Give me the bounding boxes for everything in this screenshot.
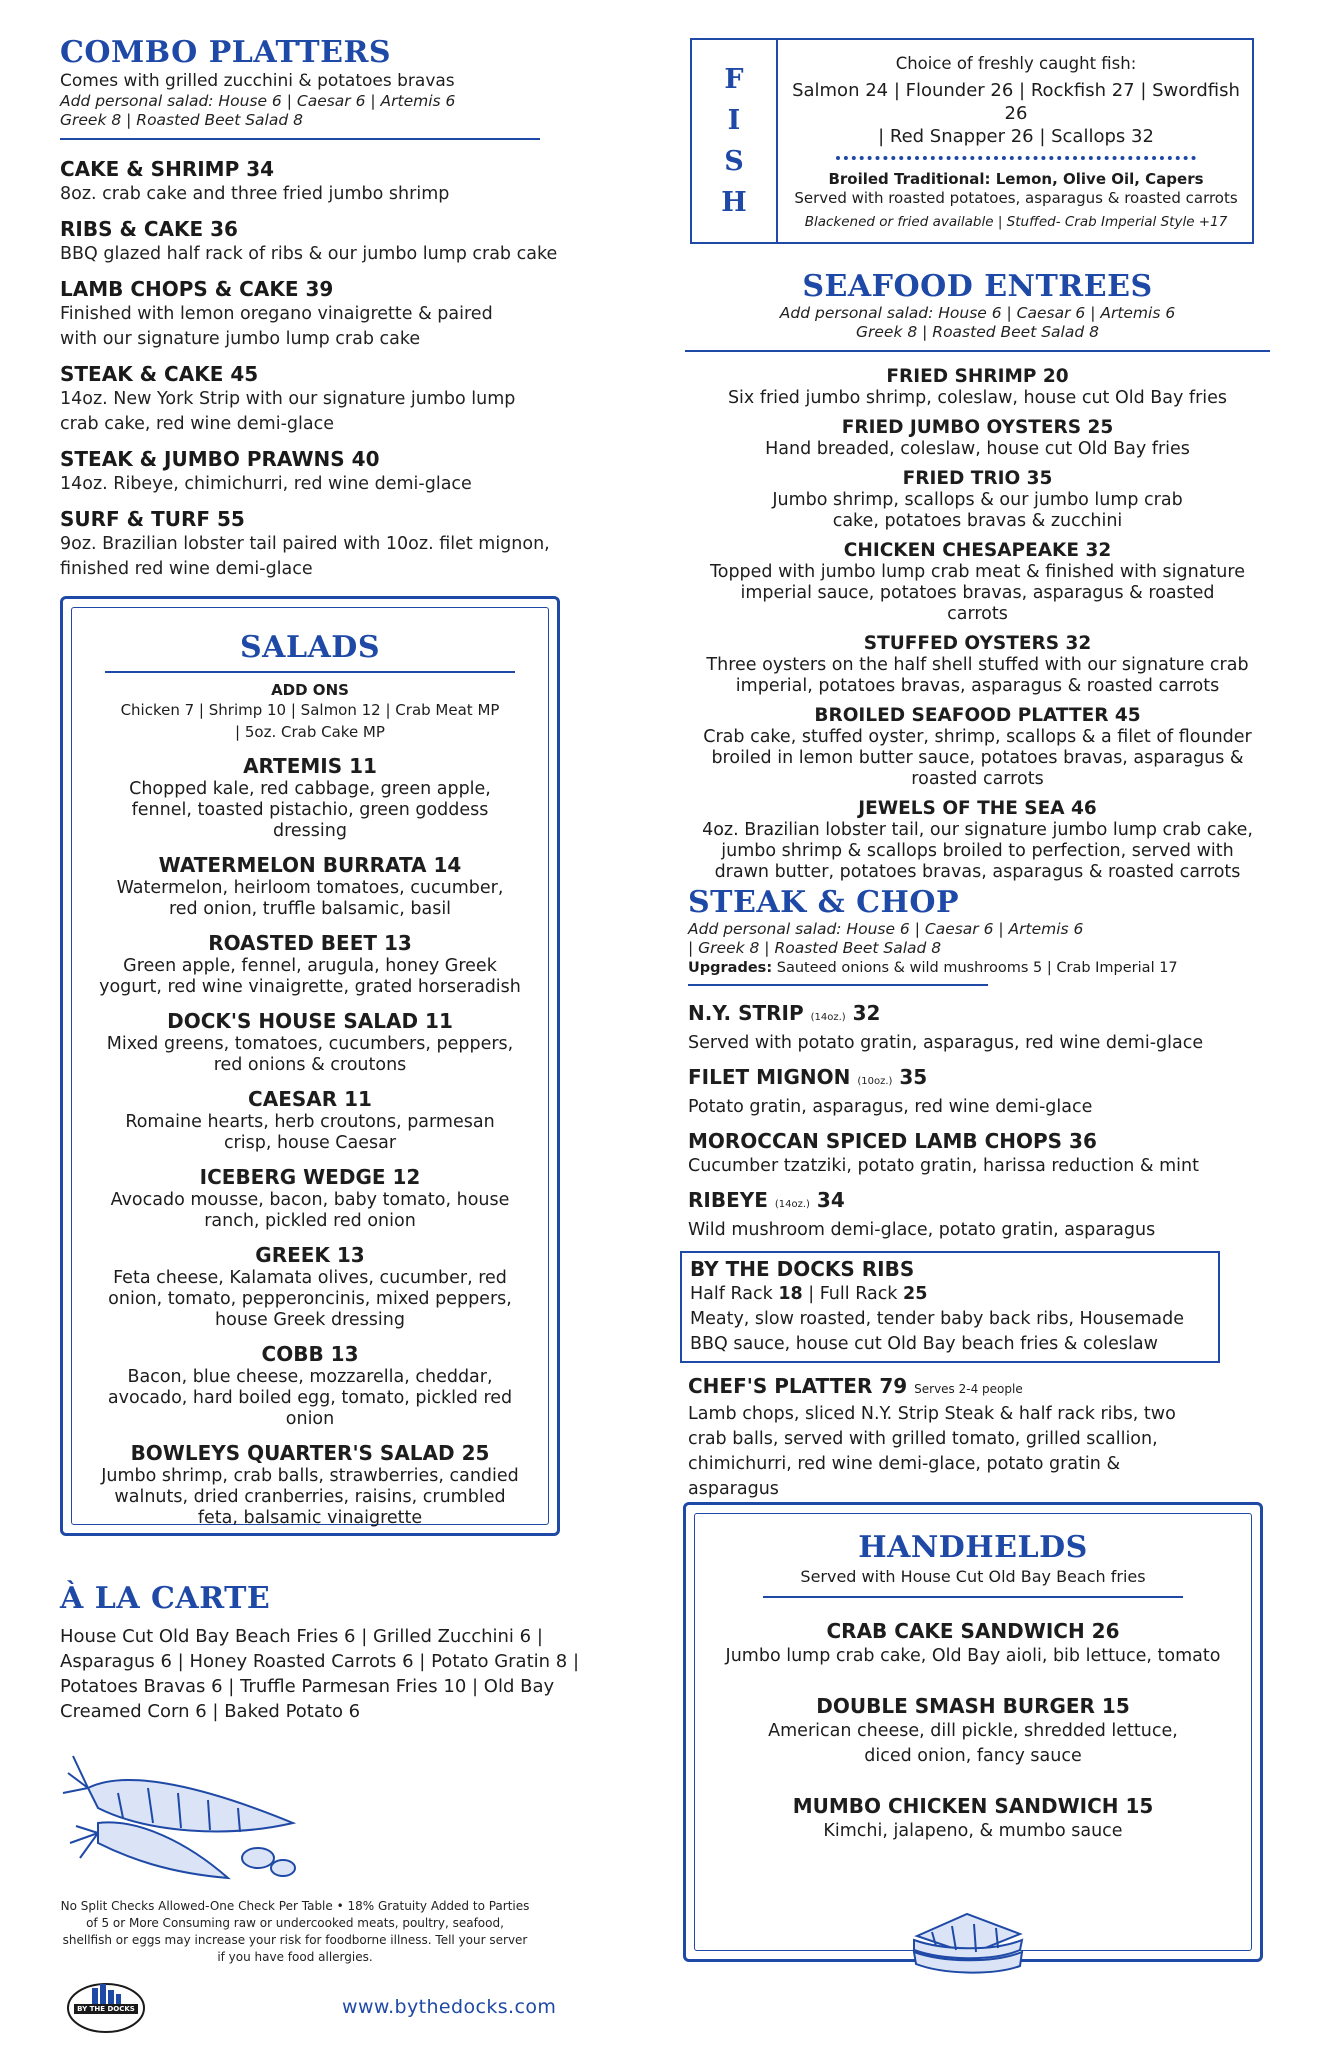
combo-subtitle: Comes with grilled zucchini & potatoes bravas	[60, 71, 455, 91]
steak-salad-note: Add personal salad: House 6 | Caesar 6 | Artemis 6	[688, 920, 1084, 938]
item-name: CAESAR 11	[248, 1087, 372, 1111]
item-name: STEAK & CAKE 45	[60, 362, 259, 386]
item-name-row	[688, 1187, 1248, 1218]
item-name: MUMBO CHICKEN SANDWICH 15	[792, 1794, 1154, 1818]
item-desc: 4oz. Brazilian lobster tail, our signature jumbo lump crab cake, jumbo shrimp & scallops broiled to perfection, served with drawn butter, potatoes bravas, asparagus & roasted carrots	[702, 820, 1253, 882]
handhelds-divider	[763, 1596, 1183, 1598]
ribs-highlight-box	[680, 1251, 1220, 1363]
fish-dotted-divider	[836, 156, 1196, 160]
menu-item	[72, 930, 548, 998]
item-name-row	[688, 1064, 1248, 1095]
item-desc: Green apple, fennel, arugula, honey Greek yogurt, red wine vinaigrette, grated horseradish	[99, 956, 521, 997]
menu-item	[688, 1187, 1248, 1243]
item-desc: Served with potato gratin, asparagus, red wine demi-glace	[688, 1033, 1204, 1053]
salads-section	[60, 596, 560, 1536]
menu-item	[72, 1440, 548, 1529]
fish-list: | Red Snapper 26 | Scallops 32	[878, 126, 1154, 147]
website-link[interactable]: www.bythedocks.com	[342, 1996, 557, 2018]
item-desc: American cheese, dill pickle, shredded lettuce, diced onion, fancy sauce	[768, 1721, 1178, 1766]
item-name: FRIED SHRIMP 20	[886, 366, 1069, 387]
item-desc: Chopped kale, red cabbage, green apple, fennel, toasted pistachio, green goddess dressing	[129, 779, 491, 841]
full-rack-label: Full Rack	[819, 1284, 898, 1304]
item-serves: Serves 2-4 people	[914, 1382, 1023, 1396]
combo-salad-note: Add personal salad: House 6 | Caesar 6 | Artemis 6	[60, 92, 456, 110]
menu-item	[695, 1693, 1251, 1769]
item-name: MOROCCAN SPICED LAMB CHOPS 36	[688, 1129, 1097, 1153]
item-desc: Potato gratin, asparagus, red wine demi-glace	[688, 1097, 1093, 1117]
combo-salad-note-2: Greek 8 | Roasted Beet Salad 8	[60, 111, 303, 129]
menu-item	[685, 468, 1270, 532]
item-price: 34	[816, 1188, 845, 1212]
item-name: STUFFED OYSTERS 32	[863, 633, 1092, 654]
item-name: CHEF'S PLATTER 79	[688, 1374, 908, 1398]
item-desc: Feta cheese, Kalamata olives, cucumber, red onion, tomato, pepperoncinis, mixed peppers, house Greek dressing	[108, 1268, 512, 1330]
item-size: (14oz.)	[774, 1199, 810, 1210]
fish-vertical-title	[692, 40, 778, 242]
menu-item	[688, 1064, 1248, 1120]
half-rack-price: 18	[778, 1284, 803, 1304]
menu-item	[60, 216, 580, 267]
item-name: LAMB CHOPS & CAKE 39	[60, 277, 334, 301]
fish-list: Salmon 24 | Flounder 26 | Rockfish 27 | Swordfish 26	[792, 80, 1240, 124]
menu-item	[685, 798, 1270, 883]
item-name: ARTEMIS 11	[243, 754, 377, 778]
menu-item	[72, 1164, 548, 1232]
menu-item	[60, 361, 580, 437]
item-name: SURF & TURF 55	[60, 507, 245, 531]
item-name: WATERMELON BURRATA 14	[158, 853, 462, 877]
item-name: CHICKEN CHESAPEAKE 32	[843, 540, 1112, 561]
upgrades-text: Sauteed onions & wild mushrooms 5 | Crab Imperial 17	[776, 960, 1178, 976]
salads-title: SALADS	[240, 630, 380, 665]
item-desc: BBQ glazed half rack of ribs & our jumbo lump crab cake	[60, 244, 558, 264]
item-name: DOUBLE SMASH BURGER 15	[816, 1694, 1130, 1718]
item-desc: 8oz. crab cake and three fried jumbo shrimp	[60, 184, 450, 204]
menu-item	[685, 417, 1270, 460]
alacarte-list: House Cut Old Bay Beach Fries 6 | Grilled Zucchini 6 | Asparagus 6 | Honey Roasted Carrots 6 | Potato Gratin 8 | Potatoes Bravas 6 | Truffle Parmesan Fries 10 | Old Bay Creamed Corn 6 | Baked Potato 6	[60, 1626, 580, 1722]
fish-options: Blackened or fried available | Stuffed- Crab Imperial Style +17	[804, 214, 1228, 230]
item-desc: Six fried jumbo shrimp, coleslaw, house cut Old Bay fries	[727, 388, 1228, 408]
alacarte-section	[60, 1582, 580, 1724]
menu-item	[72, 852, 548, 920]
menu-item	[72, 1086, 548, 1154]
item-price: 35	[899, 1065, 928, 1089]
menu-item	[688, 1373, 1248, 1502]
combo-title: COMBO PLATTERS	[60, 35, 392, 70]
item-desc: Romaine hearts, herb croutons, parmesan crisp, house Caesar	[125, 1112, 495, 1153]
addons-line: | 5oz. Crab Cake MP	[235, 723, 385, 741]
carrot-illustration-icon	[58, 1748, 304, 1888]
handhelds-title: HANDHELDS	[858, 1530, 1088, 1565]
item-desc: 9oz. Brazilian lobster tail paired with 10oz. filet mignon, finished red wine demi-glace	[60, 534, 550, 579]
item-name: RIBS & CAKE 36	[60, 217, 238, 241]
steak-upgrades	[688, 958, 1248, 978]
fish-served: Served with roasted potatoes, asparagus & roasted carrots	[794, 189, 1238, 207]
menu-item	[72, 753, 548, 842]
alacarte-title: À LA CARTE	[60, 1581, 271, 1616]
item-name: N.Y. STRIP	[688, 1001, 804, 1025]
item-desc: Finished with lemon oregano vinaigrette & paired with our signature jumbo lump crab cake	[60, 304, 493, 349]
item-size: (14oz.)	[810, 1012, 846, 1023]
item-desc: Lamb chops, sliced N.Y. Strip Steak & half rack ribs, two crab balls, served with grilled tomato, grilled scallion, chimichurri, red wine demi-glace, potato gratin & asparagus	[688, 1404, 1176, 1499]
item-name: BOWLEYS QUARTER'S SALAD 25	[130, 1441, 490, 1465]
item-desc: 14oz. New York Strip with our signature jumbo lump crab cake, red wine demi-glace	[60, 389, 516, 434]
seafood-salad-note: Add personal salad: House 6 | Caesar 6 | Artemis 6	[779, 304, 1176, 322]
fish-broiled: Broiled Traditional: Lemon, Olive Oil, Capers	[828, 170, 1204, 188]
item-desc: Wild mushroom demi-glace, potato gratin, asparagus	[688, 1220, 1156, 1240]
item-desc: Watermelon, heirloom tomatoes, cucumber, red onion, truffle balsamic, basil	[116, 878, 504, 919]
sandwich-illustration-icon	[902, 1906, 1032, 1978]
menu-item	[60, 506, 580, 582]
item-desc: Bacon, blue cheese, mozzarella, cheddar, avocado, hard boiled egg, tomato, pickled red onion	[107, 1367, 513, 1429]
handhelds-section	[683, 1502, 1263, 1962]
item-name: COBB 13	[261, 1342, 359, 1366]
full-rack-price: 25	[903, 1284, 928, 1304]
steak-title: STEAK & CHOP	[688, 885, 960, 920]
half-rack-label: Half Rack	[690, 1284, 773, 1304]
menu-item	[685, 366, 1270, 409]
menu-item	[72, 1008, 548, 1076]
item-name: CRAB CAKE SANDWICH 26	[826, 1619, 1120, 1643]
seafood-divider	[685, 350, 1270, 352]
item-name: FRIED TRIO 35	[902, 468, 1053, 489]
fish-letter: F	[724, 64, 744, 95]
menu-item	[60, 156, 580, 207]
item-name: DOCK'S HOUSE SALAD 11	[167, 1009, 453, 1033]
item-desc: Meaty, slow roasted, tender baby back ribs, Housemade BBQ sauce, house cut Old Bay beach fries & coleslaw	[690, 1309, 1184, 1354]
disclaimer: No Split Checks Allowed-One Check Per Table • 18% Gratuity Added to Parties of 5 or More Consuming raw or undercooked meats, poultry, seafood, shellfish or eggs may increase your risk for foodborne illness. Tell your server if you have food allergies.	[60, 1899, 530, 1964]
item-desc: Cucumber tzatziki, potato gratin, harissa reduction & mint	[688, 1156, 1199, 1176]
item-desc: Mixed greens, tomatoes, cucumbers, peppers, red onions & croutons	[106, 1034, 514, 1075]
fish-choice-heading: Choice of freshly caught fish:	[895, 54, 1137, 73]
fish-letter: H	[721, 187, 747, 218]
fish-details	[780, 40, 1252, 242]
menu-item	[685, 705, 1270, 790]
item-name: BY THE DOCKS RIBS	[690, 1257, 915, 1281]
menu-item	[688, 1128, 1248, 1179]
item-name: GREEK 13	[255, 1243, 365, 1267]
menu-item	[60, 446, 580, 497]
item-name: FILET MIGNON	[688, 1065, 851, 1089]
item-desc: Jumbo shrimp, scallops & our jumbo lump crab cake, potatoes bravas & zucchini	[772, 490, 1183, 531]
menu-item	[72, 1242, 548, 1331]
menu-item	[685, 540, 1270, 625]
menu-item	[72, 1341, 548, 1430]
seafood-title: SEAFOOD ENTREES	[802, 269, 1153, 304]
item-desc: Kimchi, jalapeno, & mumbo sauce	[823, 1821, 1123, 1841]
combo-section	[60, 36, 580, 591]
item-name-row	[688, 1000, 1248, 1031]
menu-item	[60, 276, 580, 352]
item-desc: Crab cake, stuffed oyster, shrimp, scallops & a filet of flounder broiled in lemon butter sauce, potatoes bravas, asparagus & roasted carrots	[703, 727, 1252, 789]
fish-letter: S	[724, 146, 744, 177]
menu-item	[695, 1618, 1251, 1669]
item-desc: Jumbo lump crab cake, Old Bay aioli, bib lettuce, tomato	[725, 1646, 1221, 1666]
item-price: 32	[852, 1001, 881, 1025]
menu-item	[685, 633, 1270, 697]
combo-divider	[60, 138, 540, 140]
salads-divider	[105, 671, 515, 673]
ribs-prices: Half Rack 18 | Full Rack 25	[690, 1284, 928, 1304]
menu-item	[695, 1793, 1251, 1844]
handhelds-inner-frame	[694, 1513, 1252, 1951]
seafood-salad-note-2: Greek 8 | Roasted Beet Salad 8	[856, 323, 1099, 341]
fish-section	[690, 38, 1254, 244]
item-name: FRIED JUMBO OYSTERS 25	[841, 417, 1114, 438]
item-name-row	[688, 1373, 1248, 1402]
seafood-section	[685, 270, 1270, 891]
item-desc: Avocado mousse, bacon, baby tomato, house ranch, pickled red onion	[110, 1190, 510, 1231]
steak-salad-note-2: | Greek 8 | Roasted Beet Salad 8	[688, 939, 942, 957]
item-name: STEAK & JUMBO PRAWNS 40	[60, 447, 380, 471]
item-name: BROILED SEAFOOD PLATTER 45	[814, 705, 1141, 726]
item-name: JEWELS OF THE SEA 46	[858, 798, 1097, 819]
item-name: ROASTED BEET 13	[208, 931, 412, 955]
item-size: (10oz.)	[857, 1076, 893, 1087]
item-name: CAKE & SHRIMP 34	[60, 157, 275, 181]
item-name: RIBEYE	[688, 1188, 768, 1212]
by-the-docks-logo-icon	[64, 1974, 148, 2034]
item-desc: Jumbo shrimp, crab balls, strawberries, candied walnuts, dried cranberries, raisins, crumbled feta, balsamic vinaigrette	[101, 1466, 519, 1528]
logo-text: BY THE DOCKS	[77, 2005, 135, 2013]
salads-inner-frame	[71, 607, 549, 1528]
item-name: ICEBERG WEDGE 12	[199, 1165, 421, 1189]
handhelds-subtitle: Served with House Cut Old Bay Beach fries	[800, 1567, 1146, 1586]
steak-divider	[688, 984, 988, 986]
addons-heading: ADD ONS	[271, 681, 349, 699]
menu-item	[688, 1000, 1248, 1056]
item-desc: Three oysters on the half shell stuffed with our signature crab imperial, potatoes bravas, asparagus & roasted carrots	[706, 655, 1249, 696]
item-desc: Topped with jumbo lump crab meat & finished with signature imperial sauce, potatoes bravas, asparagus & roasted carrots	[710, 562, 1245, 624]
item-desc: 14oz. Ribeye, chimichurri, red wine demi-glace	[60, 474, 472, 494]
addons-line: Chicken 7 | Shrimp 10 | Salmon 12 | Crab Meat MP	[120, 701, 500, 719]
fish-letter: I	[727, 105, 741, 136]
upgrades-label: Upgrades:	[688, 960, 773, 976]
item-desc: Hand breaded, coleslaw, house cut Old Bay fries	[765, 439, 1190, 459]
steak-section	[688, 886, 1248, 1510]
